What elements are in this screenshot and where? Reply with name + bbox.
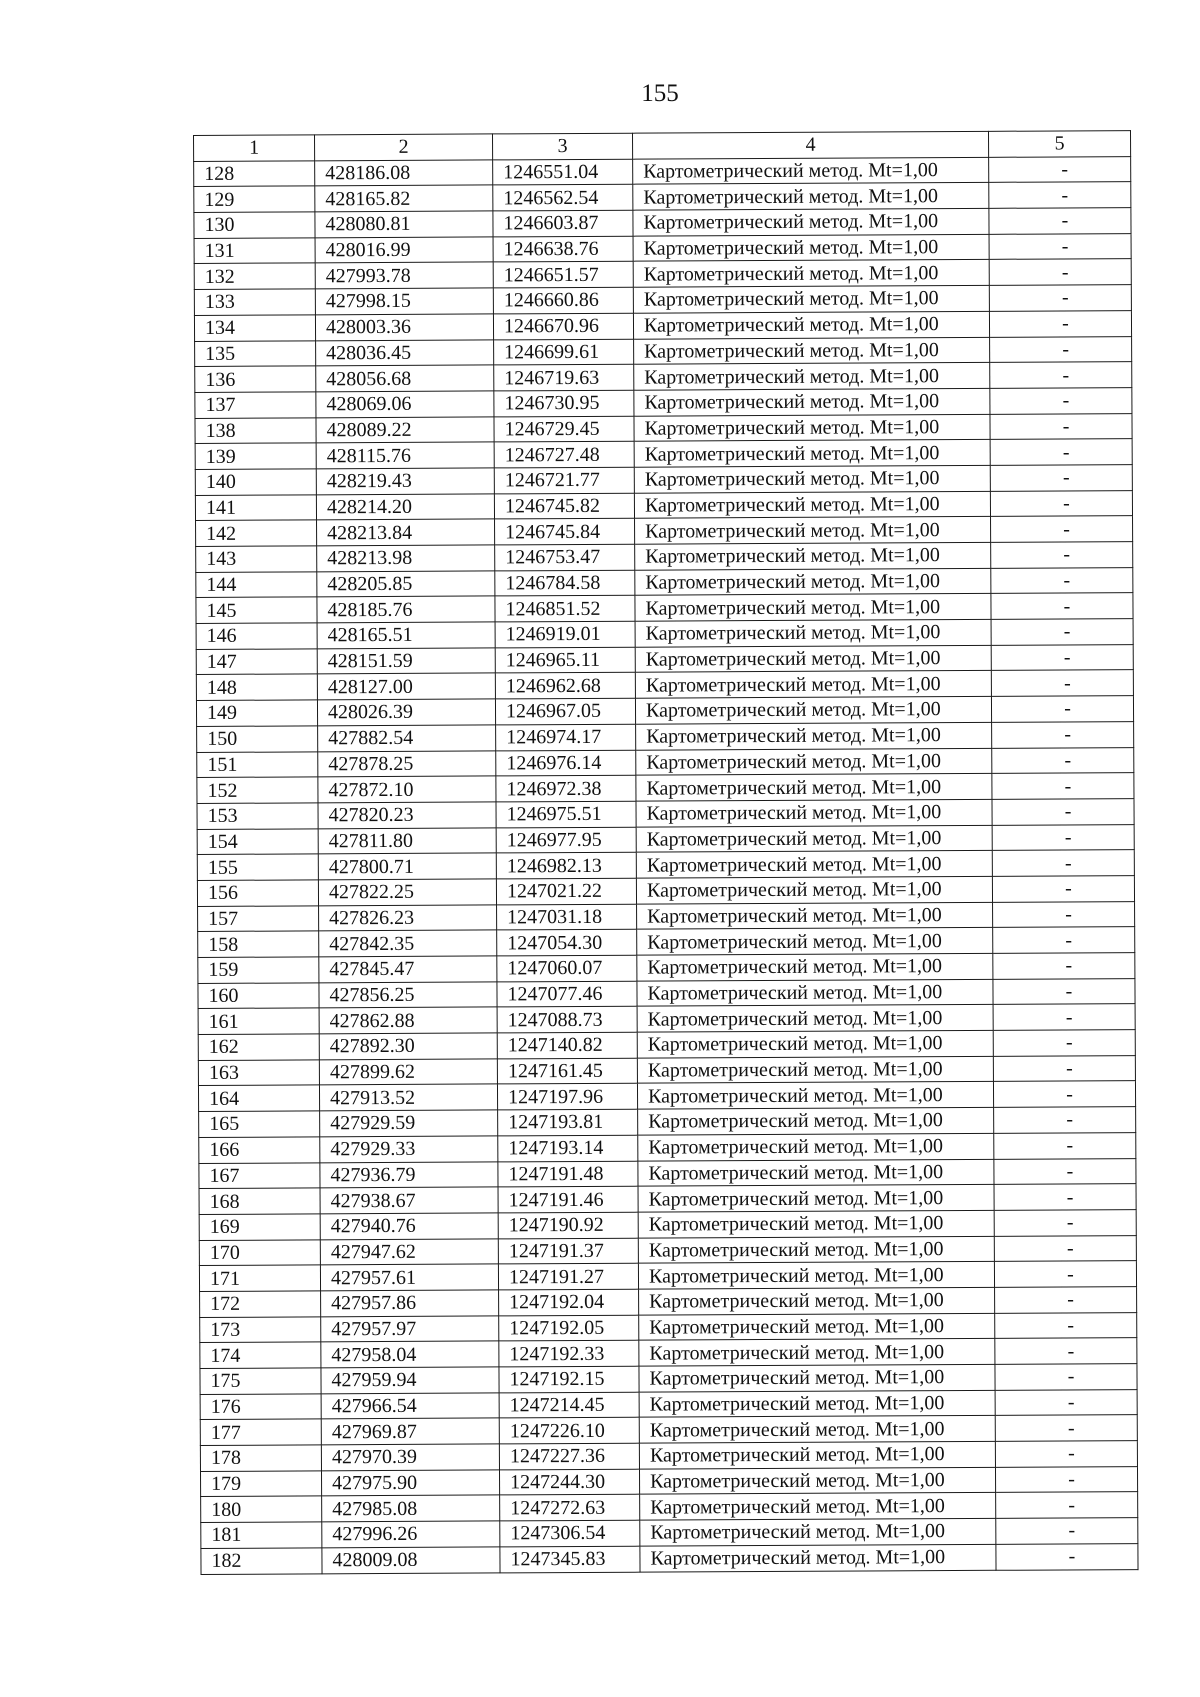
coord-y-cell: 1246651.57	[493, 262, 633, 288]
method-cell: Картометрический метод. Mt=1,00	[635, 542, 991, 570]
header-col-5: 5	[988, 131, 1130, 157]
coord-x-cell: 427957.61	[320, 1264, 498, 1291]
coord-x-cell: 428186.08	[315, 160, 493, 187]
coord-y-cell: 1246972.38	[496, 775, 636, 801]
coord-x-cell: 428003.36	[315, 314, 493, 341]
coord-x-cell: 427966.54	[321, 1393, 499, 1420]
note-cell: -	[990, 413, 1132, 439]
point-number-cell: 137	[195, 392, 316, 418]
header-col-3: 3	[492, 133, 632, 159]
point-number-cell: 181	[201, 1522, 322, 1548]
method-cell: Картометрический метод. Mt=1,00	[640, 1544, 996, 1572]
point-number-cell: 171	[199, 1265, 320, 1291]
method-cell: Картометрический метод. Mt=1,00	[636, 799, 992, 827]
note-cell: -	[995, 1441, 1137, 1467]
coord-y-cell: 1247197.96	[497, 1084, 637, 1110]
method-cell: Картометрический метод. Mt=1,00	[636, 876, 992, 904]
coord-x-cell: 427862.88	[319, 1007, 497, 1034]
coord-y-cell: 1247191.46	[498, 1186, 638, 1212]
method-cell: Картометрический метод. Mt=1,00	[640, 1493, 996, 1521]
point-number-cell: 163	[198, 1060, 319, 1086]
point-number-cell: 136	[195, 366, 316, 392]
method-cell: Картометрический метод. Mt=1,00	[639, 1390, 995, 1418]
note-cell: -	[996, 1518, 1138, 1544]
point-number-cell: 135	[195, 340, 316, 366]
method-cell: Картометрический метод. Mt=1,00	[639, 1441, 995, 1469]
coord-x-cell: 427845.47	[319, 956, 497, 983]
note-cell: -	[992, 721, 1134, 747]
coord-x-cell: 427958.04	[321, 1341, 499, 1368]
method-cell: Картометрический метод. Mt=1,00	[633, 260, 989, 288]
point-number-cell: 174	[200, 1342, 321, 1368]
note-cell: -	[994, 1209, 1136, 1235]
point-number-cell: 165	[199, 1111, 320, 1137]
note-cell: -	[989, 259, 1131, 285]
coord-x-cell: 427969.87	[321, 1418, 499, 1445]
point-number-cell: 175	[200, 1368, 321, 1394]
coord-x-cell: 427940.76	[320, 1213, 498, 1240]
method-cell: Картометрический метод. Mt=1,00	[637, 902, 993, 930]
note-cell: -	[994, 1184, 1136, 1210]
coord-x-cell: 427957.97	[321, 1316, 499, 1343]
coord-y-cell: 1247193.81	[498, 1109, 638, 1135]
note-cell: -	[992, 876, 1134, 902]
note-cell: -	[995, 1312, 1137, 1338]
note-cell: -	[993, 1030, 1135, 1056]
coord-y-cell: 1247192.04	[499, 1289, 639, 1315]
note-cell: -	[992, 824, 1134, 850]
coord-x-cell: 428069.06	[316, 391, 494, 418]
point-number-cell: 144	[196, 572, 317, 598]
point-number-cell: 132	[194, 263, 315, 289]
coord-x-cell: 428213.84	[317, 519, 495, 546]
coord-x-cell: 428026.39	[317, 699, 495, 726]
point-number-cell: 147	[196, 649, 317, 675]
note-cell: -	[996, 1543, 1138, 1569]
coord-y-cell: 1247190.92	[498, 1212, 638, 1238]
point-number-cell: 133	[194, 289, 315, 315]
point-number-cell: 170	[199, 1239, 320, 1265]
note-cell: -	[989, 310, 1131, 336]
method-cell: Картометрический метод. Mt=1,00	[638, 1107, 994, 1135]
point-number-cell: 143	[196, 546, 317, 572]
method-cell: Картометрический метод. Mt=1,00	[636, 825, 992, 853]
coord-x-cell: 428205.85	[317, 571, 495, 598]
coord-y-cell: 1247021.22	[496, 878, 636, 904]
coord-x-cell: 427957.86	[321, 1290, 499, 1317]
note-cell: -	[992, 773, 1134, 799]
point-number-cell: 141	[195, 494, 316, 520]
coord-y-cell: 1247077.46	[497, 981, 637, 1007]
coord-x-cell: 428165.51	[317, 622, 495, 649]
coord-y-cell: 1247191.27	[498, 1263, 638, 1289]
coord-x-cell: 427993.78	[315, 262, 493, 289]
coord-x-cell: 427878.25	[318, 750, 496, 777]
note-cell: -	[995, 1287, 1137, 1313]
method-cell: Картометрический метод. Mt=1,00	[635, 517, 991, 545]
method-cell: Картометрический метод. Mt=1,00	[637, 928, 993, 956]
method-cell: Картометрический метод. Mt=1,00	[638, 1262, 994, 1290]
note-cell: -	[991, 696, 1133, 722]
point-number-cell: 180	[201, 1496, 322, 1522]
coord-x-cell: 428115.76	[316, 442, 494, 469]
method-cell: Картометрический метод. Mt=1,00	[637, 1082, 993, 1110]
method-cell: Картометрический метод. Mt=1,00	[634, 363, 990, 391]
header-col-2: 2	[315, 134, 493, 161]
coord-y-cell: 1246919.01	[495, 621, 635, 647]
point-number-cell: 153	[197, 803, 318, 829]
method-cell: Картометрический метод. Mt=1,00	[638, 1159, 994, 1187]
point-number-cell: 179	[200, 1471, 321, 1497]
method-cell: Картометрический метод. Mt=1,00	[633, 208, 989, 236]
note-cell: -	[994, 1158, 1136, 1184]
point-number-cell: 128	[194, 161, 315, 187]
coord-y-cell: 1246603.87	[493, 210, 633, 236]
point-number-cell: 151	[197, 751, 318, 777]
point-number-cell: 159	[198, 957, 319, 983]
note-cell: -	[991, 516, 1133, 542]
point-number-cell: 160	[198, 983, 319, 1009]
method-cell: Картометрический метод. Mt=1,00	[634, 337, 990, 365]
coord-x-cell: 427947.62	[320, 1238, 498, 1265]
coord-x-cell: 427929.59	[320, 1110, 498, 1137]
note-cell: -	[992, 798, 1134, 824]
coord-y-cell: 1247345.83	[500, 1546, 640, 1572]
coord-x-cell: 427800.71	[318, 853, 496, 880]
point-number-cell: 169	[199, 1214, 320, 1240]
method-cell: Картометрический метод. Mt=1,00	[634, 388, 990, 416]
table-row	[201, 1543, 1138, 1574]
note-cell: -	[989, 182, 1131, 208]
coord-y-cell: 1247227.36	[499, 1443, 639, 1469]
coord-y-cell: 1246976.14	[496, 750, 636, 776]
coord-y-cell: 1247161.45	[497, 1058, 637, 1084]
point-number-cell: 149	[196, 700, 317, 726]
coord-y-cell: 1246753.47	[495, 544, 635, 570]
method-cell: Картометрический метод. Mt=1,00	[636, 851, 992, 879]
note-cell: -	[989, 285, 1131, 311]
note-cell: -	[990, 439, 1132, 465]
coord-y-cell: 1247214.45	[499, 1392, 639, 1418]
point-number-cell: 157	[198, 905, 319, 931]
method-cell: Картометрический метод. Mt=1,00	[639, 1313, 995, 1341]
coord-y-cell: 1247192.33	[499, 1340, 639, 1366]
point-number-cell: 131	[194, 238, 315, 264]
method-cell: Картометрический метод. Mt=1,00	[636, 748, 992, 776]
method-cell: Картометрический метод. Mt=1,00	[639, 1467, 995, 1495]
method-cell: Картометрический метод. Mt=1,00	[638, 1210, 994, 1238]
coord-y-cell: 1246965.11	[495, 647, 635, 673]
coord-y-cell: 1246730.95	[494, 390, 634, 416]
method-cell: Картометрический метод. Mt=1,00	[635, 619, 991, 647]
coord-y-cell: 1247193.14	[498, 1135, 638, 1161]
coord-x-cell: 428080.81	[315, 211, 493, 238]
method-cell: Картометрический метод. Mt=1,00	[639, 1416, 995, 1444]
coordinates-table	[193, 130, 1139, 1574]
coord-x-cell: 428213.98	[317, 545, 495, 572]
coord-x-cell: 427826.23	[319, 905, 497, 932]
point-number-cell: 172	[200, 1291, 321, 1317]
method-cell: Картометрический метод. Mt=1,00	[637, 953, 993, 981]
coord-y-cell: 1246977.95	[496, 827, 636, 853]
coord-x-cell: 427822.25	[318, 879, 496, 906]
coord-x-cell: 428036.45	[316, 339, 494, 366]
coord-y-cell: 1246721.77	[494, 467, 634, 493]
note-cell: -	[994, 1132, 1136, 1158]
note-cell: -	[989, 156, 1131, 182]
coord-y-cell: 1246727.48	[494, 441, 634, 467]
note-cell: -	[993, 1081, 1135, 1107]
coord-x-cell: 428165.82	[315, 185, 493, 212]
point-number-cell: 156	[197, 880, 318, 906]
point-number-cell: 150	[197, 726, 318, 752]
point-number-cell: 162	[198, 1034, 319, 1060]
note-cell: -	[991, 670, 1133, 696]
coord-x-cell: 427856.25	[319, 982, 497, 1009]
coord-y-cell: 1246719.63	[494, 364, 634, 390]
point-number-cell: 182	[201, 1548, 322, 1574]
method-cell: Картометрический метод. Mt=1,00	[634, 491, 990, 519]
coord-y-cell: 1246699.61	[494, 339, 634, 365]
note-cell: -	[990, 465, 1132, 491]
point-number-cell: 164	[198, 1085, 319, 1111]
note-cell: -	[995, 1466, 1137, 1492]
coord-y-cell: 1247192.05	[499, 1315, 639, 1341]
method-cell: Картометрический метод. Mt=1,00	[633, 157, 989, 185]
coord-x-cell: 427899.62	[319, 1059, 497, 1086]
coord-y-cell: 1246851.52	[495, 596, 635, 622]
coord-x-cell: 428056.68	[316, 365, 494, 392]
point-number-cell: 177	[200, 1419, 321, 1445]
coord-y-cell: 1247244.30	[499, 1469, 639, 1495]
method-cell: Картометрический метод. Mt=1,00	[637, 1030, 993, 1058]
point-number-cell: 158	[198, 931, 319, 957]
coord-x-cell: 427970.39	[321, 1444, 499, 1471]
note-cell: -	[994, 1107, 1136, 1133]
coord-y-cell: 1247191.37	[498, 1238, 638, 1264]
coord-x-cell: 427913.52	[319, 1084, 497, 1111]
coord-y-cell: 1246975.51	[496, 801, 636, 827]
note-cell: -	[993, 1004, 1135, 1030]
note-cell: -	[990, 490, 1132, 516]
method-cell: Картометрический метод. Mt=1,00	[636, 722, 992, 750]
method-cell: Картометрический метод. Mt=1,00	[635, 594, 991, 622]
point-number-cell: 167	[199, 1162, 320, 1188]
note-cell: -	[996, 1492, 1138, 1518]
point-number-cell: 166	[199, 1137, 320, 1163]
point-number-cell: 168	[199, 1188, 320, 1214]
note-cell: -	[993, 927, 1135, 953]
coord-x-cell: 427975.90	[321, 1470, 499, 1497]
note-cell: -	[995, 1415, 1137, 1441]
coord-y-cell: 1247088.73	[497, 1007, 637, 1033]
point-number-cell: 145	[196, 597, 317, 623]
method-cell: Картометрический метод. Mt=1,00	[637, 1056, 993, 1084]
page-number: 155	[641, 80, 679, 107]
coord-y-cell: 1247191.48	[498, 1161, 638, 1187]
coord-x-cell: 427872.10	[318, 776, 496, 803]
method-cell: Картометрический метод. Mt=1,00	[639, 1287, 995, 1315]
point-number-cell: 129	[194, 186, 315, 212]
coord-y-cell: 1246670.96	[493, 313, 633, 339]
note-cell: -	[993, 1055, 1135, 1081]
note-cell: -	[993, 953, 1135, 979]
method-cell: Картометрический метод. Mt=1,00	[633, 285, 989, 313]
point-number-cell: 134	[194, 315, 315, 341]
note-cell: -	[993, 901, 1135, 927]
method-cell: Картометрический метод. Mt=1,00	[640, 1518, 996, 1546]
coord-y-cell: 1246551.04	[493, 159, 633, 185]
point-number-cell: 161	[198, 1008, 319, 1034]
note-cell: -	[989, 208, 1131, 234]
coord-y-cell: 1246784.58	[495, 570, 635, 596]
note-cell: -	[991, 644, 1133, 670]
method-cell: Картометрический метод. Mt=1,00	[635, 568, 991, 596]
method-cell: Картометрический метод. Mt=1,00	[638, 1236, 994, 1264]
method-cell: Картометрический метод. Mt=1,00	[635, 645, 991, 673]
coord-x-cell: 427842.35	[319, 930, 497, 957]
coord-x-cell: 427929.33	[320, 1136, 498, 1163]
method-cell: Картометрический метод. Mt=1,00	[633, 234, 989, 262]
coord-x-cell: 428214.20	[316, 494, 494, 521]
point-number-cell: 140	[195, 469, 316, 495]
coord-x-cell: 428016.99	[315, 237, 493, 264]
coord-y-cell: 1247031.18	[497, 904, 637, 930]
note-cell: -	[991, 593, 1133, 619]
note-cell: -	[995, 1338, 1137, 1364]
method-cell: Картометрический метод. Mt=1,00	[634, 414, 990, 442]
coord-x-cell: 427996.26	[322, 1521, 500, 1548]
method-cell: Картометрический метод. Mt=1,00	[637, 1005, 993, 1033]
coord-y-cell: 1246729.45	[494, 416, 634, 442]
note-cell: -	[995, 1389, 1137, 1415]
coord-y-cell: 1247226.10	[499, 1418, 639, 1444]
point-number-cell: 146	[196, 623, 317, 649]
coord-y-cell: 1246745.82	[494, 493, 634, 519]
note-cell: -	[994, 1235, 1136, 1261]
coord-y-cell: 1246962.68	[495, 673, 635, 699]
point-number-cell: 152	[197, 777, 318, 803]
coord-y-cell: 1247306.54	[500, 1520, 640, 1546]
method-cell: Картометрический метод. Mt=1,00	[639, 1339, 995, 1367]
coord-x-cell: 428185.76	[317, 596, 495, 623]
method-cell: Картометрический метод. Mt=1,00	[634, 465, 990, 493]
coord-x-cell: 427882.54	[318, 725, 496, 752]
note-cell: -	[993, 978, 1135, 1004]
method-cell: Картометрический метод. Mt=1,00	[633, 311, 989, 339]
coord-x-cell: 427892.30	[319, 1033, 497, 1060]
note-cell: -	[995, 1364, 1137, 1390]
coord-x-cell: 427985.08	[322, 1495, 500, 1522]
table-body	[194, 156, 1138, 1574]
method-cell: Картометрический метод. Mt=1,00	[636, 774, 992, 802]
method-cell: Картометрический метод. Mt=1,00	[635, 671, 991, 699]
header-col-1: 1	[194, 135, 315, 161]
coord-x-cell: 428151.59	[317, 648, 495, 675]
coord-x-cell: 428089.22	[316, 416, 494, 443]
header-col-4: 4	[632, 131, 988, 159]
method-cell: Картометрический метод. Mt=1,00	[638, 1185, 994, 1213]
coord-x-cell: 427811.80	[318, 827, 496, 854]
coord-y-cell: 1247140.82	[497, 1032, 637, 1058]
coord-y-cell: 1247060.07	[497, 955, 637, 981]
point-number-cell: 173	[200, 1316, 321, 1342]
note-cell: -	[992, 747, 1134, 773]
coord-x-cell: 427936.79	[320, 1161, 498, 1188]
coord-y-cell: 1246562.54	[493, 185, 633, 211]
note-cell: -	[991, 567, 1133, 593]
note-cell: -	[990, 387, 1132, 413]
coord-y-cell: 1246638.76	[493, 236, 633, 262]
point-number-cell: 176	[200, 1394, 321, 1420]
note-cell: -	[990, 336, 1132, 362]
note-cell: -	[994, 1261, 1136, 1287]
coord-x-cell: 428127.00	[317, 673, 495, 700]
note-cell: -	[990, 362, 1132, 388]
coord-y-cell: 1246660.86	[493, 287, 633, 313]
method-cell: Картометрический метод. Mt=1,00	[634, 440, 990, 468]
point-number-cell: 154	[197, 828, 318, 854]
point-number-cell: 139	[195, 443, 316, 469]
coord-y-cell: 1246967.05	[495, 698, 635, 724]
coord-y-cell: 1247272.63	[500, 1495, 640, 1521]
coord-y-cell: 1246982.13	[496, 852, 636, 878]
note-cell: -	[989, 233, 1131, 259]
point-number-cell: 138	[195, 417, 316, 443]
method-cell: Картометрический метод. Mt=1,00	[635, 696, 991, 724]
coord-x-cell: 428219.43	[316, 468, 494, 495]
point-number-cell: 155	[197, 854, 318, 880]
point-number-cell: 130	[194, 212, 315, 238]
point-number-cell: 148	[196, 674, 317, 700]
coord-x-cell: 427998.15	[315, 288, 493, 315]
method-cell: Картометрический метод. Mt=1,00	[639, 1364, 995, 1392]
method-cell: Картометрический метод. Mt=1,00	[638, 1133, 994, 1161]
coord-y-cell: 1246745.84	[495, 519, 635, 545]
coord-y-cell: 1246974.17	[496, 724, 636, 750]
method-cell: Картометрический метод. Mt=1,00	[637, 979, 993, 1007]
coord-x-cell: 427938.67	[320, 1187, 498, 1214]
coord-y-cell: 1247054.30	[497, 930, 637, 956]
coord-x-cell: 427959.94	[321, 1367, 499, 1394]
coord-y-cell: 1247192.15	[499, 1366, 639, 1392]
point-number-cell: 178	[200, 1445, 321, 1471]
note-cell: -	[991, 542, 1133, 568]
coord-x-cell: 427820.23	[318, 802, 496, 829]
method-cell: Картометрический метод. Mt=1,00	[633, 183, 989, 211]
note-cell: -	[992, 850, 1134, 876]
coord-x-cell: 428009.08	[322, 1547, 500, 1574]
point-number-cell: 142	[196, 520, 317, 546]
note-cell: -	[991, 619, 1133, 645]
